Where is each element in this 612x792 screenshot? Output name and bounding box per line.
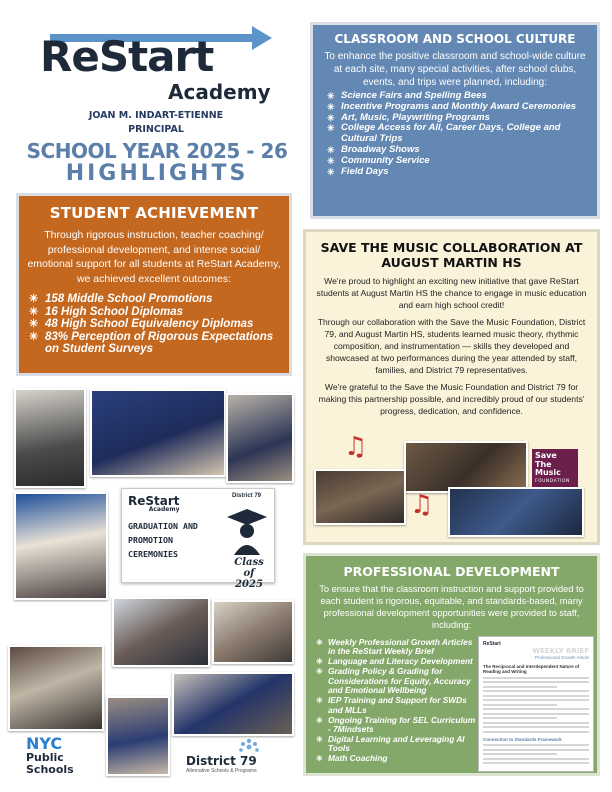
list-item: ✳ Digital Learning and Leveraging AI Tools	[316, 735, 476, 754]
culture-list	[327, 91, 597, 177]
list-item: ✳ College Access for All, Career Days, College and Cultural Trips	[327, 123, 597, 145]
list-item: ✳ Math Coaching	[316, 754, 476, 763]
pd-intro: To ensure that the classroom instruction and support provided to each student is rigorous, equitable, and standards-based, many professional development opportunities were provided to staff, including:	[319, 584, 584, 630]
music-title: SAVE THE MUSIC COLLABORATION AT AUGUST MARTIN HS	[320, 240, 583, 270]
graduating-class-photo	[172, 672, 294, 736]
principal-name: JOAN M. INDART-ETIENNE	[88, 110, 224, 121]
list-item: ✳ 83% Perception of Rigorous Expectations on Student Surveys	[29, 331, 289, 356]
achievement-list	[29, 293, 289, 356]
students-group-photo	[314, 469, 406, 525]
principal-block	[40, 109, 272, 137]
graduate-certificate-photo	[226, 393, 294, 483]
music-paragraph-3: We're grateful to the Save the Music Foundation and District 79 for making this partnership possible, and incredibly proud of our students' progress, dedication, and confidence.	[318, 382, 585, 416]
graduates-gowns-photo	[90, 389, 226, 477]
list-item: ✳ Field Days	[327, 167, 597, 178]
weekly-brief-preview	[478, 636, 594, 772]
gradcard-year: Class of 2025	[234, 557, 264, 590]
pd-title: PROFESSIONAL DEVELOPMENT	[343, 564, 560, 579]
brief-section: Connection to Standards Framework	[483, 736, 562, 742]
staff-group-photo	[14, 492, 108, 600]
music-note-icon: ♫	[410, 490, 434, 520]
sunburst-icon	[238, 738, 260, 760]
list-item: ✳ Ongoing Training for SEL Curriculum - 7Mindsets	[316, 716, 476, 735]
list-item: ✳ 48 High School Equivalency Diplomas	[29, 318, 289, 331]
pd-list	[316, 638, 476, 764]
list-item: ✳ Community Service	[327, 156, 597, 167]
nyc-public-schools-logo: NYC Public Schools	[26, 734, 74, 776]
list-item: ✳ Language and Literacy Development	[316, 657, 476, 666]
graduate-stole-photo	[106, 696, 170, 776]
brief-heading: The Reciprocal and Interdependent Nature of Reading and Writing	[483, 664, 580, 674]
gradcard-district: District 79	[232, 493, 262, 499]
graduation-ceremonies-card	[121, 488, 275, 590]
school-year-title: SCHOOL YEAR 2025 - 26	[26, 139, 288, 163]
save-the-music-logo: Save The Music FOUNDATION	[532, 449, 578, 489]
music-paragraph-2: Through our collaboration with the Save the Music Foundation, District 79, and August Martin HS, students learned music theory, rhythmic composition, and instrumentation — skills they developed and showcased at two performances during the year attended by staff, families, and District 79 representatives.	[317, 317, 586, 375]
list-item: ✳ IEP Training and Support for SWDs and MLLs	[316, 696, 476, 715]
brief-title: WEEKLY BRIEF	[532, 647, 589, 655]
list-item: ✳ Weekly Professional Growth Articles in the ReStart Weekly Brief	[316, 638, 476, 657]
list-item: ✳ 158 Middle School Promotions	[29, 293, 289, 306]
music-note-icon: ♫	[344, 432, 368, 462]
award-recipients-photo	[112, 597, 210, 667]
concert-performance-photo	[448, 487, 584, 537]
logo-academy: Academy	[168, 80, 271, 104]
achievement-title: STUDENT ACHIEVEMENT	[49, 204, 259, 222]
diploma-presentation-photo	[212, 600, 294, 664]
culture-intro: To enhance the positive classroom and school-wide culture at each site, many special activities, after school clubs, events, and trips were planned, including:	[324, 51, 586, 88]
list-item: ✳ Science Fairs and Spelling Bees	[327, 91, 597, 102]
culture-title: CLASSROOM AND SCHOOL CULTURE	[334, 32, 576, 46]
certificate-holders-photo	[8, 645, 104, 731]
student-achievement-panel	[16, 193, 292, 376]
classroom-culture-panel	[310, 22, 600, 219]
principal-title: PRINCIPAL	[128, 124, 184, 135]
brief-logo: ReStart	[483, 641, 501, 647]
highlights-title: HIGHLIGHTS	[65, 161, 249, 186]
brief-subtitle: Professional Growth Article	[534, 655, 589, 660]
list-item: ✳ Grading Policy & Grading for Considerations for Equity, Accuracy and Emotional Wellbeing	[316, 667, 476, 695]
save-the-music-panel	[303, 229, 600, 545]
achievement-intro: Through rigorous instruction, teacher coaching/ professional development, and intense social/ emotional support for all students at ReStart Academy, we achieved excellent outcomes:	[27, 229, 281, 285]
band-rehearsal-photo	[404, 441, 528, 493]
restart-academy-logo	[40, 20, 280, 108]
gradcard-logo: ReStart Academy	[128, 494, 180, 513]
graduate-speech-photo	[14, 388, 86, 488]
professional-development-panel	[303, 553, 600, 776]
list-item: ✳ Art, Music, Playwriting Programs	[327, 113, 597, 124]
list-item: ✳ Broadway Shows	[327, 145, 597, 156]
music-paragraph-1: We're proud to highlight an exciting new initiative that gave ReStart students at August Martin HS the chance to engage in music education and earn high school credit!	[316, 276, 587, 310]
logo-wordmark: ReStart	[40, 32, 214, 81]
list-item: ✳ 16 High School Diplomas	[29, 306, 289, 319]
gradcard-title: GRADUATION AND PROMOTION CEREMONIES	[128, 521, 198, 559]
list-item: ✳ Incentive Programs and Monthly Award Ceremonies	[327, 102, 597, 113]
district-79-logo: District 79 Alternative Schools & Programs	[186, 754, 286, 786]
graduate-silhouette-icon	[222, 505, 272, 555]
